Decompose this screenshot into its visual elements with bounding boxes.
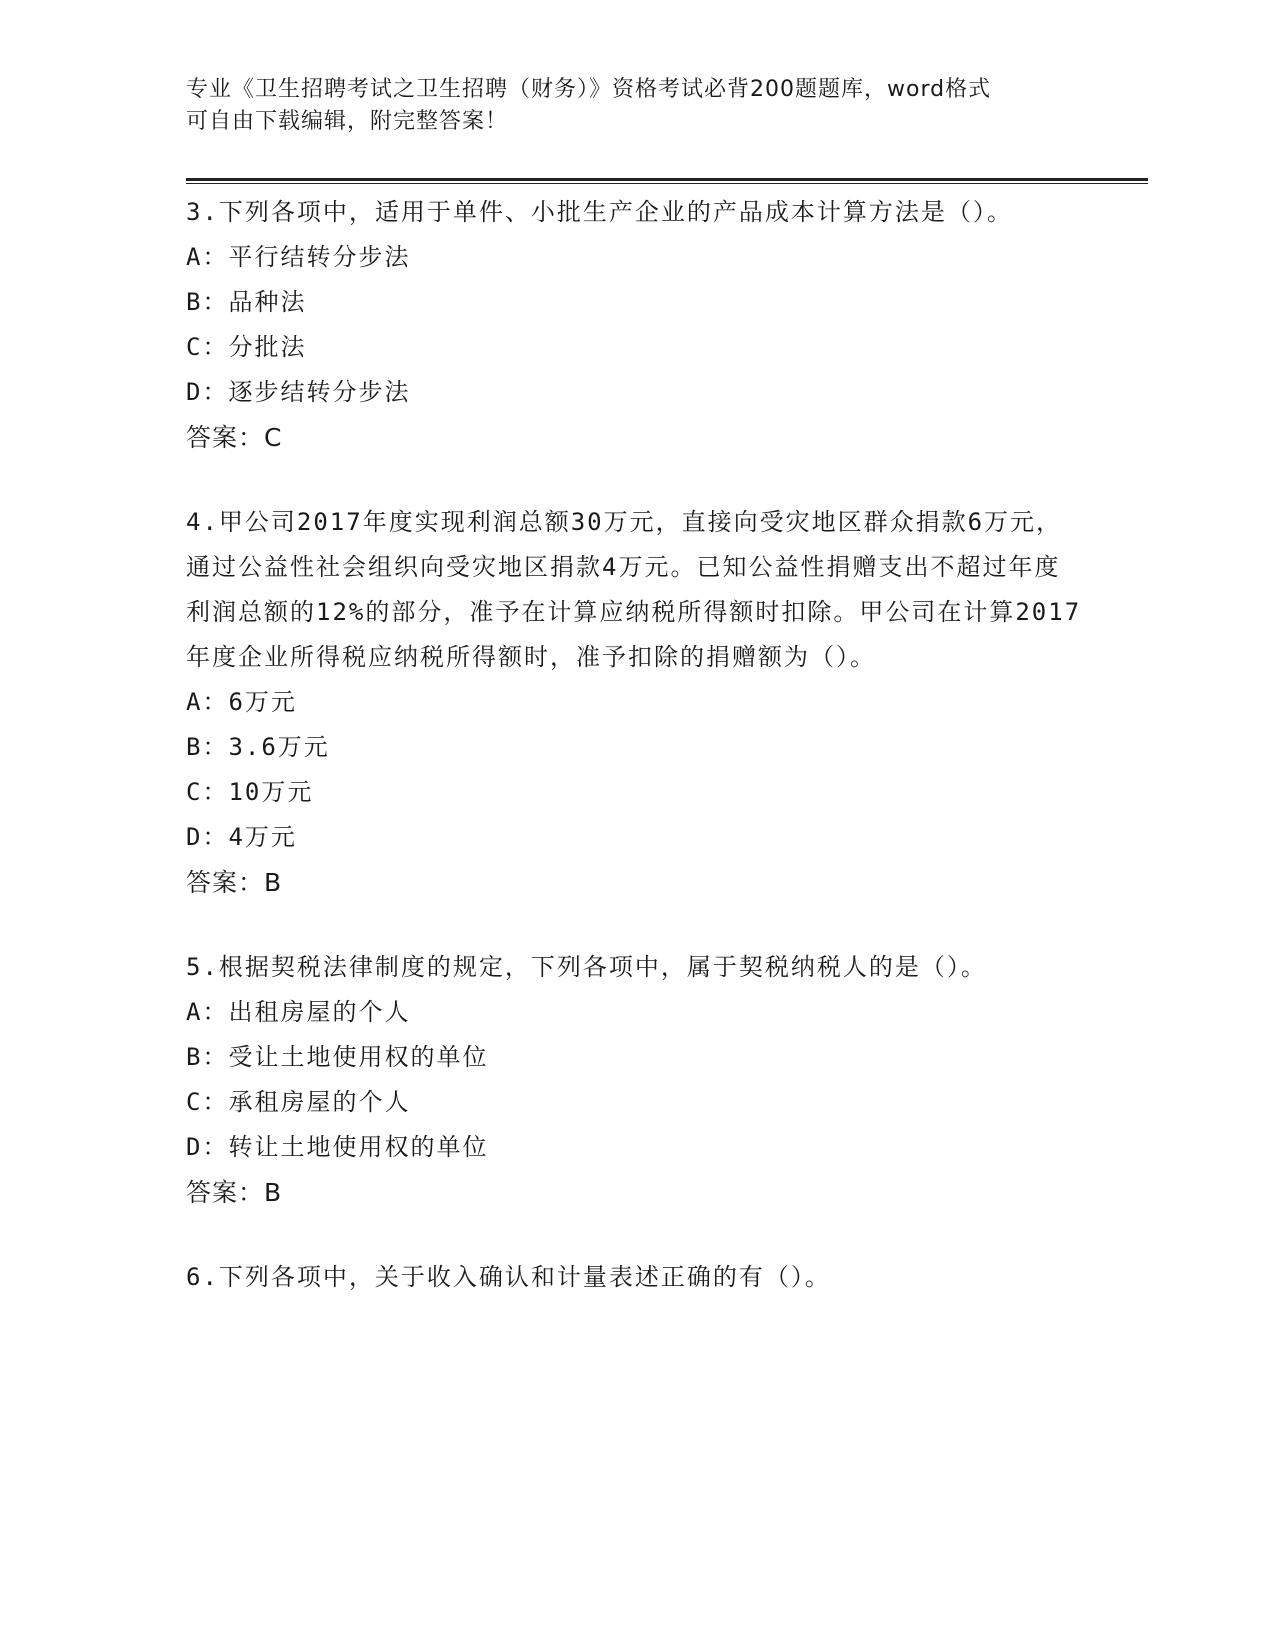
option-c: C：分批法	[186, 333, 307, 361]
question-4	[186, 500, 1148, 905]
question-list	[186, 190, 1148, 1340]
question-5	[186, 945, 1148, 1215]
question-stem: 5.根据契税法律制度的规定，下列各项中，属于契税纳税人的是（）。	[186, 953, 987, 981]
question-6	[186, 1255, 1148, 1300]
option-b: B：受让土地使用权的单位	[186, 1043, 489, 1071]
option-a: A：出租房屋的个人	[186, 998, 411, 1026]
question-stem: 4.甲公司2017年度实现利润总额30万元，直接向受灾地区群众捐款6万元，通过公益性社会组织向受灾地区捐款4万元。已知公益性捐赠支出不超过年度利润总额的12%的部分，准予在计算应纳税所得额时扣除。甲公司在计算2017年度企业所得税应纳税所得额时，准予扣除的捐赠额为（）。	[186, 508, 1082, 671]
option-d: D：逐步结转分步法	[186, 378, 411, 406]
document-page	[186, 0, 1148, 1650]
header-line-1: 专业《卫生招聘考试之卫生招聘（财务）》资格考试必背200题题库，word格式	[186, 77, 992, 102]
answer: 答案：C	[186, 423, 283, 452]
header-rule-thick	[186, 178, 1148, 181]
question-3	[186, 190, 1148, 460]
question-stem: 3.下列各项中，适用于单件、小批生产企业的产品成本计算方法是（）。	[186, 198, 1013, 226]
option-d: D：转让土地使用权的单位	[186, 1133, 489, 1161]
document-header	[186, 74, 1086, 138]
option-a: A：平行结转分步法	[186, 243, 411, 271]
option-d: D：4万元	[186, 823, 297, 851]
header-rule-thin	[186, 183, 1148, 184]
option-c: C：承租房屋的个人	[186, 1088, 411, 1116]
answer: 答案：B	[186, 868, 283, 897]
option-a: A：6万元	[186, 688, 297, 716]
question-stem: 6.下列各项中，关于收入确认和计量表述正确的有（）。	[186, 1263, 831, 1291]
option-b: B：品种法	[186, 288, 307, 316]
option-c: C：10万元	[186, 778, 314, 806]
option-b: B：3.6万元	[186, 733, 330, 761]
header-line-2: 可自由下载编辑，附完整答案！	[186, 109, 509, 134]
answer: 答案：B	[186, 1178, 283, 1207]
